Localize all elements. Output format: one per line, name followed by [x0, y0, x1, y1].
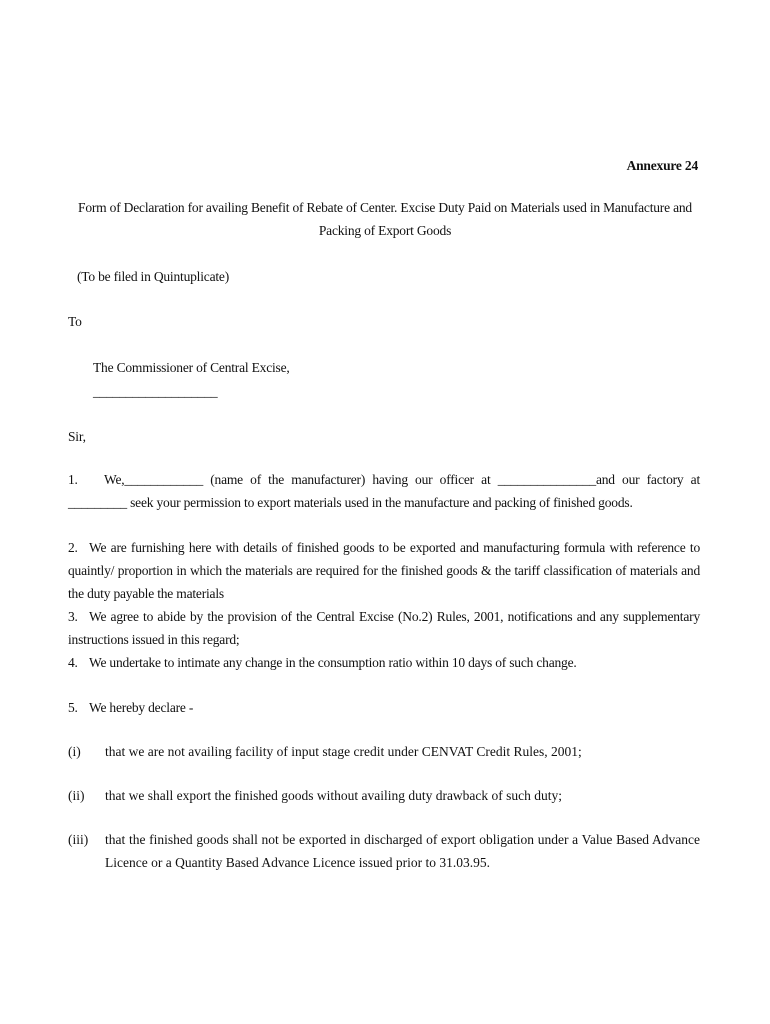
paragraph-text: We are furnishing here with details of finished goods to be exported and manufacturing formula with reference to quaintly/ proportion in which the materials are required for the finished goods & the tariff classification of materials and the duty payable the materials — [68, 540, 700, 601]
paragraph-number: 1. — [68, 472, 78, 487]
paragraph-5 — [68, 696, 700, 719]
paragraph-number: 4. — [68, 655, 78, 670]
declaration-text: that we shall export the finished goods without availing duty drawback of such duty; — [105, 788, 563, 803]
filing-note: (To be filed in Quintuplicate) — [77, 269, 230, 284]
addressee-blank-line: ___________________ — [93, 384, 218, 399]
addressee: The Commissioner of Central Excise, — [93, 360, 290, 375]
paragraph-text: We agree to abide by the provision of the Central Excise (No.2) Rules, 2001, notifications and any supplementary instructions issued in this regard; — [68, 609, 700, 647]
paragraph-4 — [68, 651, 700, 674]
paragraph-text: We hereby declare - — [89, 700, 194, 715]
annexure-label: Annexure 24 — [626, 158, 698, 173]
paragraph-3 — [68, 605, 700, 651]
salutation: Sir, — [68, 429, 86, 444]
paragraph-2 — [68, 536, 700, 605]
paragraph-number: 2. — [68, 540, 78, 555]
form-title: Form of Declaration for availing Benefit of Rebate of Center. Excise Duty Paid on Materials used in Manufacture and Packing of Export Goods — [78, 200, 692, 238]
to-label: To — [68, 314, 82, 329]
declaration-text: that we are not availing facility of input stage credit under CENVAT Credit Rules, 2001; — [105, 744, 582, 759]
paragraph-number: 3. — [68, 609, 78, 624]
paragraph-text: We undertake to intimate any change in the consumption ratio within 10 days of such change. — [89, 655, 577, 670]
paragraph-text: We,____________ (name of the manufacturer) having our officer at _______________and our factory at _________ seek your permission to export materials used in the manufacture and packing of finished goods. — [68, 472, 700, 510]
declaration-text: that the finished goods shall not be exported in discharged of export obligation under a Value Based Advance Licence or a Quantity Based Advance Licence issued prior to 31.03.95. — [105, 832, 700, 870]
paragraph-1 — [68, 468, 700, 514]
declaration-number: (iii) — [68, 832, 89, 847]
declaration-number: (i) — [68, 744, 81, 759]
declaration-number: (ii) — [68, 788, 85, 803]
paragraph-number: 5. — [68, 700, 78, 715]
